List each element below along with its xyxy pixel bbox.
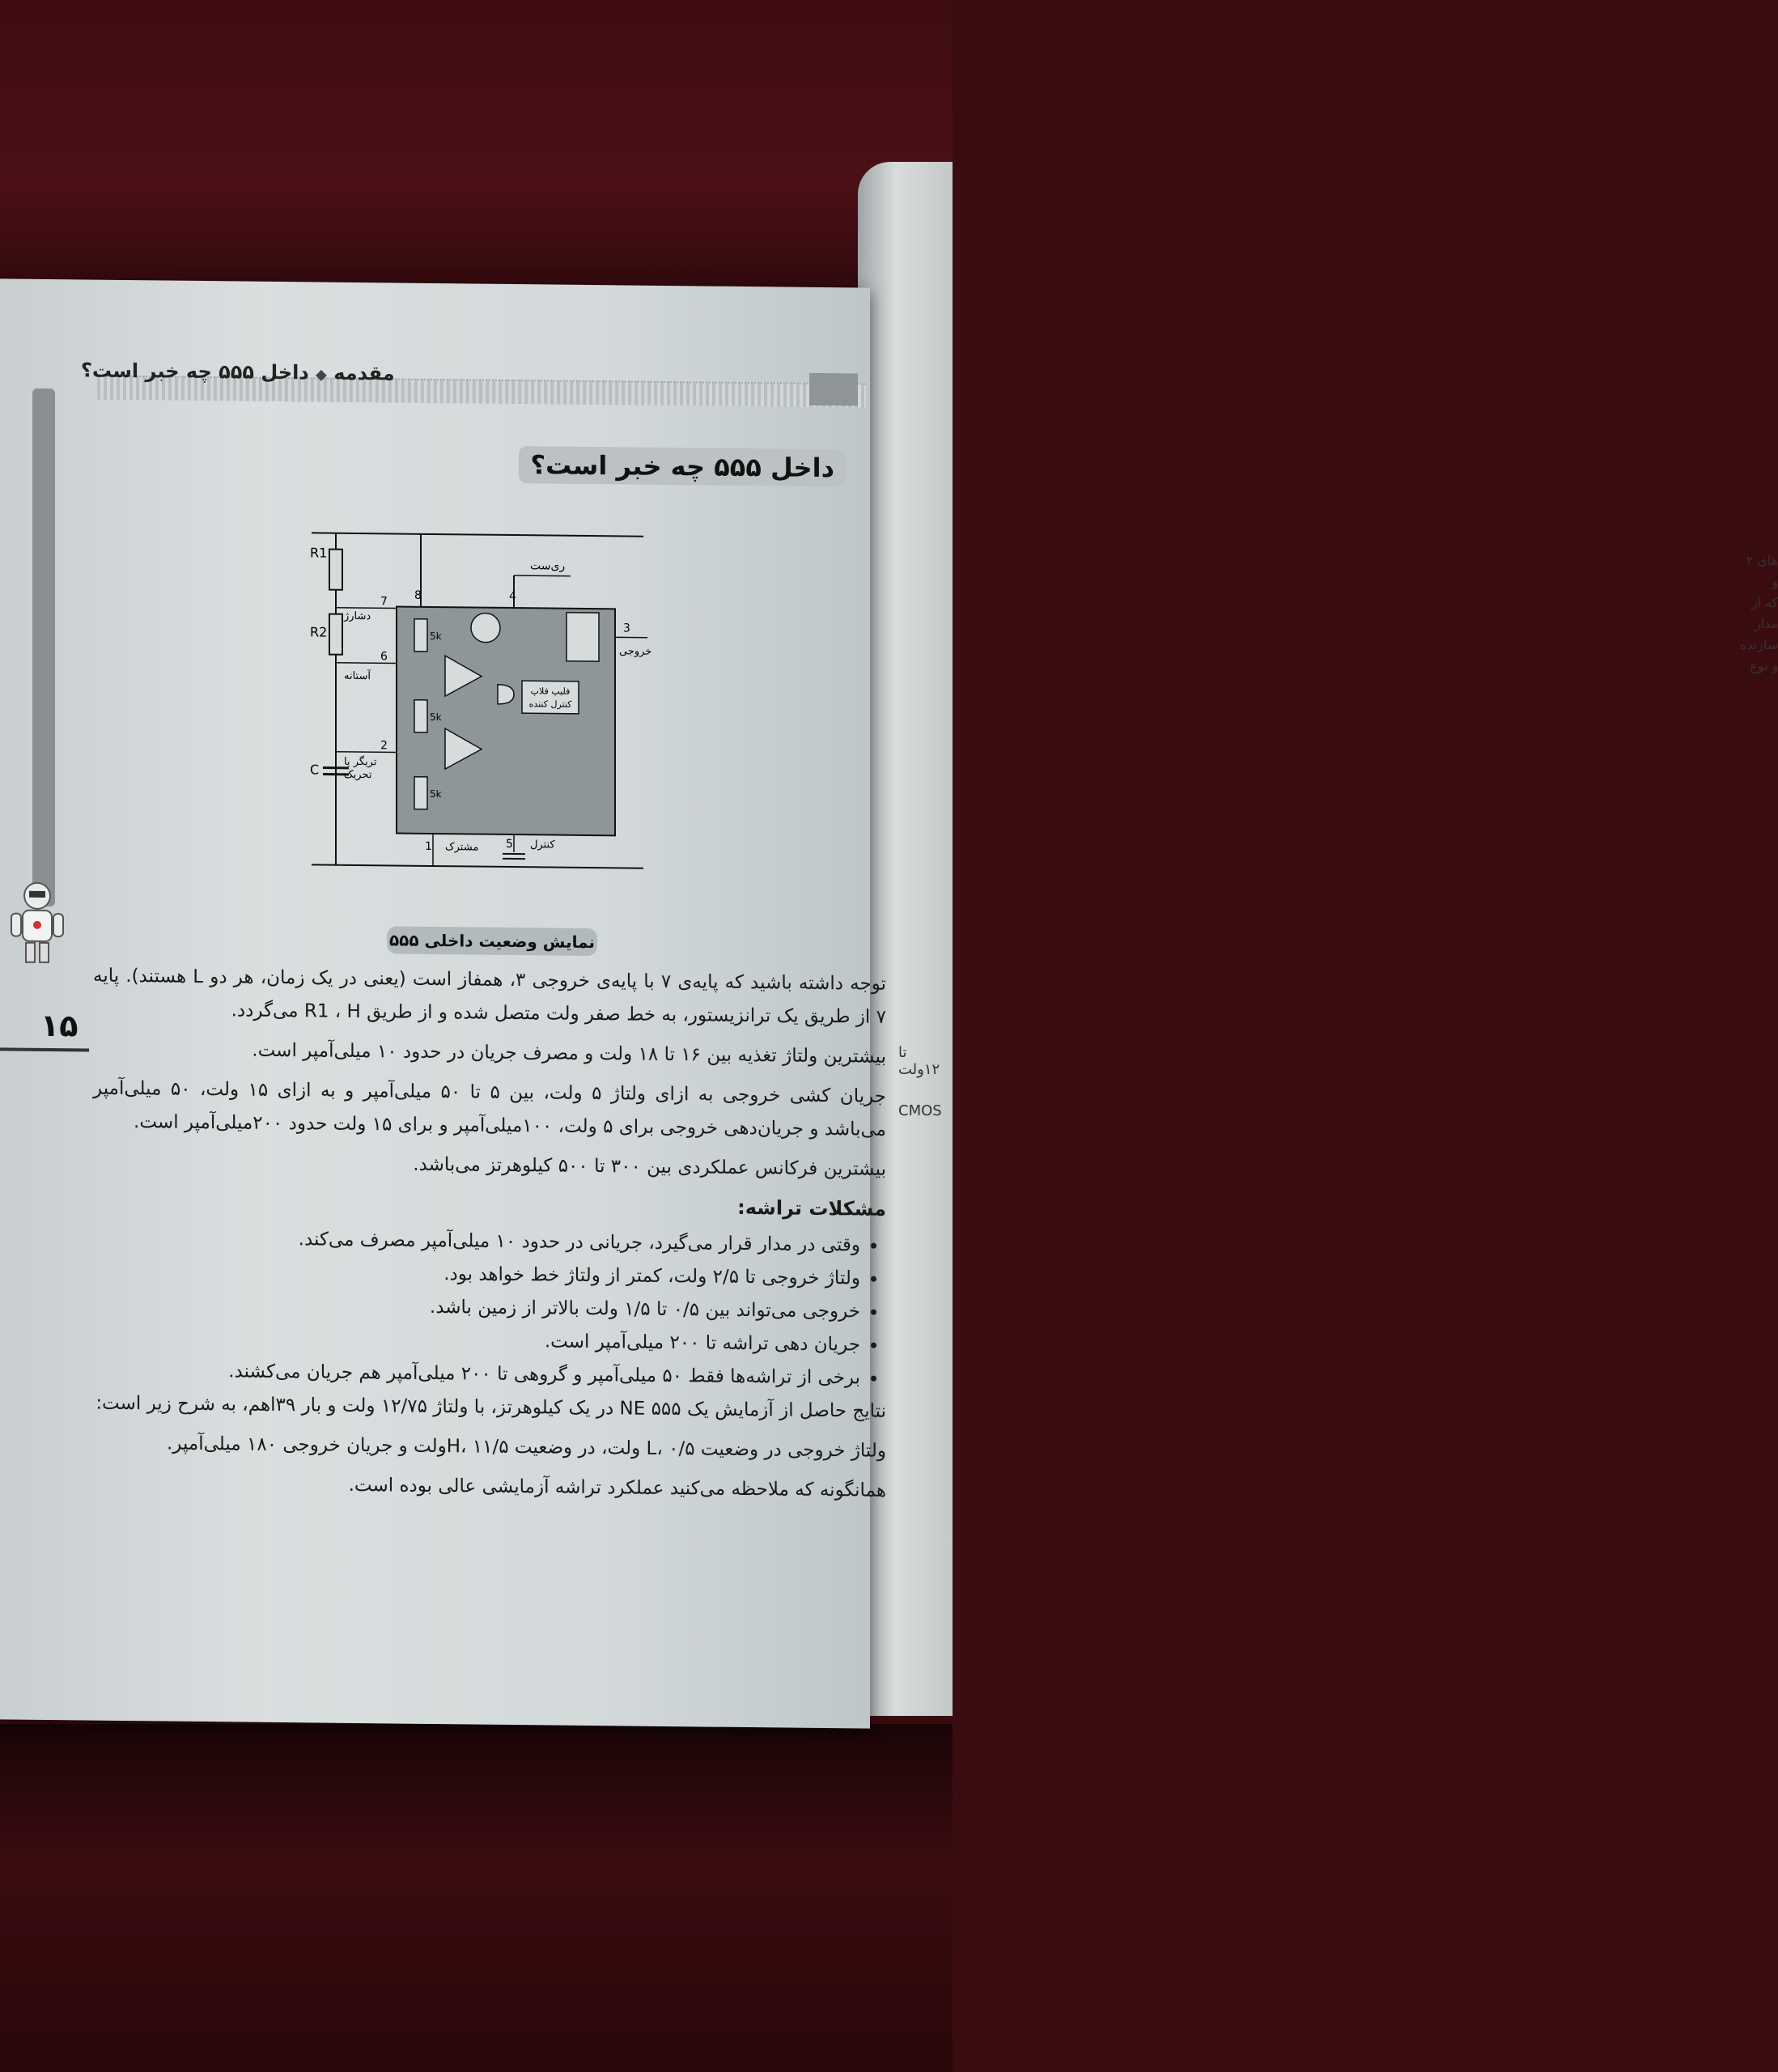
paragraph-2: بیشترین ولتاژ تغذیه بین ۱۶ تا ۱۸ ولت و مصرف جریان در حدود ۱۰ میلی‌آمپر است. xyxy=(252,1039,886,1068)
header-corner-box xyxy=(809,373,858,406)
list-item: • وقتی در مدار قرار می‌گیرد، جریانی در حدود ۱۰ میلی‌آمپر مصرف می‌کند. xyxy=(93,1221,860,1263)
c-label: C xyxy=(310,762,320,778)
pin5-label: 5 xyxy=(506,837,513,851)
transistor-symbol xyxy=(471,613,500,642)
trigger-label-2: تحریک xyxy=(344,768,372,782)
page-number-rule xyxy=(0,1047,89,1051)
header-title: داخل ۵۵۵ چه خبر است؟ xyxy=(81,359,309,384)
fragment-1: های ۲ و xyxy=(1746,553,1778,589)
diamond-icon: ◆ xyxy=(316,366,327,384)
paragraph-1: توجه داشته باشید که پایه‌ی ۷ با پایه‌ی خروجی ۳، همفاز است (یعنی در یک زمان، هر دو L هستند). پایه ۷ از طریق یک ترانزیستور، به خط صفر ولت متصل شده و از طریق R1 ، H می‌گردد. xyxy=(93,965,887,1028)
decorative-rail xyxy=(32,388,55,906)
output-stage xyxy=(566,613,599,661)
r1-label: R1 xyxy=(310,545,328,561)
list-item: • برخی از تراشه‌ها فقط ۵۰ میلی‌آمپر و گروهی تا ۲۰۰ میلی‌آمپر هم جریان می‌کشند. xyxy=(93,1354,860,1395)
chapter-label: مقدمه xyxy=(333,361,395,385)
section-title: داخل ۵۵۵ چه خبر است؟ xyxy=(519,446,846,486)
pin2-label: 2 xyxy=(380,739,388,753)
ne555-internal-diagram xyxy=(263,516,684,893)
book-page xyxy=(0,278,887,1728)
r2-label: R2 xyxy=(310,624,328,640)
body-text xyxy=(93,960,886,1514)
flipflop-label-2: کنترل کننده xyxy=(528,698,572,710)
results-conclusion: همانگونه که ملاحظه می‌کنید عملکرد تراشه آزمایشی عالی بوده است. xyxy=(348,1474,886,1501)
running-header xyxy=(81,359,395,384)
robot-icon xyxy=(5,877,70,967)
output-label: خروجی xyxy=(619,645,652,658)
problems-heading: مشکلات تراشه: xyxy=(737,1195,886,1221)
results-intro: نتایج حاصل از آزمایش یک NE ۵۵۵ در یک کیلوهرتز، با ولتاژ ۱۲/۷۵ ولت و بار ۳۹اهم، به شرح زیر است: xyxy=(95,1392,886,1422)
pin7-label: 7 xyxy=(380,595,388,609)
fragment-4: تا ۱۲ولت xyxy=(898,1044,940,1078)
fragment-3: سازنده و نوع xyxy=(1739,637,1778,673)
page-number: ۱۵ xyxy=(40,1007,79,1044)
pin8-label: 8 xyxy=(414,588,422,602)
paragraph-3: جریان کشی خروجی به ازای ولتاژ ۵ ولت، بین ۵ تا ۵۰ میلی‌آمپر و به ازای ۱۵ ولت، ۵۰ میلی‌آمپر می‌باشد و جریان‌دهی خروجی برای ۵ ولت، ۱۰۰میلی‌آمپر و برای ۱۵ ولت حدود ۲۰۰میلی‌آمپر است. xyxy=(93,1077,887,1140)
background-top xyxy=(0,0,953,308)
pin1-label: 1 xyxy=(425,839,432,853)
control-label: کنترل xyxy=(530,839,555,851)
list-item: • جریان دهی تراشه تا ۲۰۰ میلی‌آمپر است. xyxy=(93,1321,860,1362)
figure-caption: نمایش وضعیت داخلی ۵۵۵ xyxy=(387,926,597,956)
adjacent-page-text xyxy=(1740,550,1778,677)
r1-resistor xyxy=(329,550,342,590)
r2-resistor xyxy=(329,614,342,655)
pin4-label: 4 xyxy=(509,589,516,604)
common-label: مشترک xyxy=(445,841,479,854)
pin3-label: 3 xyxy=(623,622,630,635)
discharge-label: دشارژ xyxy=(344,609,371,623)
pin6-label: 6 xyxy=(380,650,388,664)
flipflop-label: فلیپ فلاپ xyxy=(530,686,571,697)
fragment-5: CMOS xyxy=(898,1102,942,1119)
reset-label: ری‌ست xyxy=(530,559,566,573)
list-item: • خروجی می‌تواند بین ۰/۵ تا ۱/۵ ولت بالاتر از زمین باشد. xyxy=(93,1288,860,1329)
paragraph-4: بیشترین فرکانس عملکردی بین ۳۰۰ تا ۵۰۰ کیلوهرتز می‌باشد. xyxy=(413,1153,886,1180)
results-values: ولتاژ خروجی در وضعیت L، ۰/۵ ولت، در وضعیت H، ۱۱/۵ولت و جریان خروجی ۱۸۰ میلی‌آمپر. xyxy=(166,1433,886,1462)
problems-list xyxy=(93,1221,886,1395)
background-bottom xyxy=(0,1724,953,2072)
adjacent-page-text-lower xyxy=(898,1044,953,1119)
trigger-label: تریگر یا xyxy=(344,755,377,769)
list-item: • ولتاژ خروجی تا ۲/۵ ولت، کمتر از ولتاژ خط خواهد بود. xyxy=(93,1255,860,1296)
threshold-label: آستانه xyxy=(344,669,371,683)
fragment-2: که از مدار xyxy=(1750,595,1778,631)
res-5k-bottom: 5k xyxy=(430,788,442,800)
res-5k-top: 5k xyxy=(430,630,442,643)
res-5k-mid: 5k xyxy=(430,711,442,724)
